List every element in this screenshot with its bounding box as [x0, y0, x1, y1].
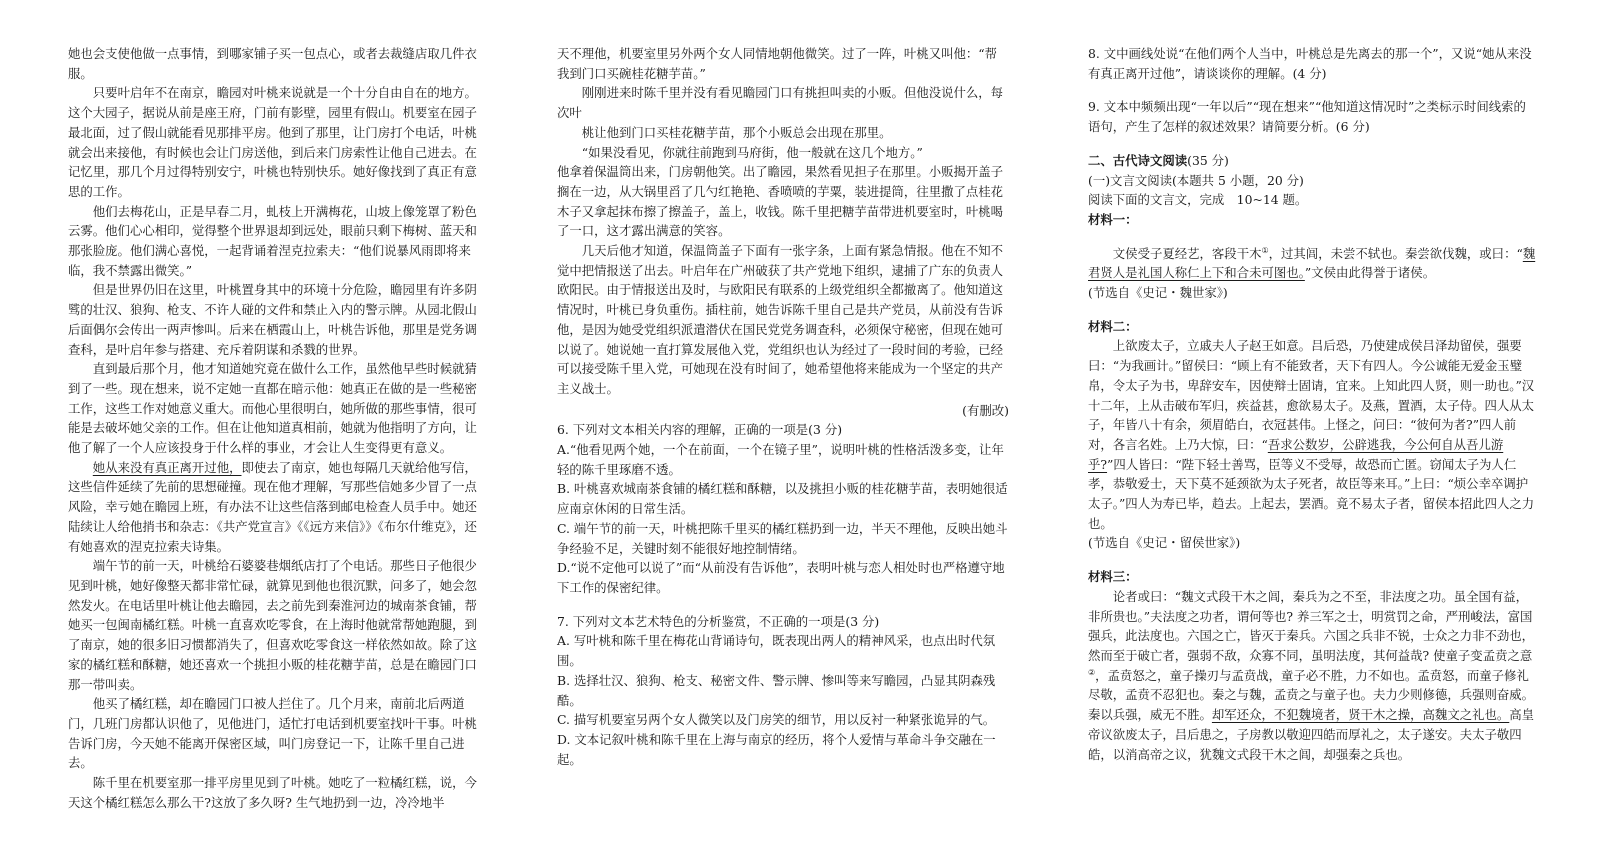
instruction: 阅读下面的文言文，完成 10~14 题。 [1088, 192, 1308, 208]
passage-paragraph: “如果没看见，你就往前跑到马府街，他一般就在这几个地方。” [581, 144, 923, 160]
reading-passage-column-1 [68, 44, 480, 812]
passage-paragraph: 刚刚进来时陈千里并没有看见瞻园门口有挑担叫卖的小贩。但他没说什么，每次叶 [557, 85, 1004, 121]
question-6-option-b: B. 叶桃喜欢城南茶食铺的橘红糕和酥糖，以及挑担小贩的桂花糖芋苗，表明她很适应南京休闲的日常生活。 [557, 481, 1008, 517]
footnote-marker: ① [1261, 245, 1269, 255]
question-7-option-d: D. 文本记叙叶桃和陈千里在上海与南京的经历，将个人爱情与革命斗争交融在一起。 [557, 731, 996, 767]
section-title: 二、古代诗文阅读 [1088, 152, 1188, 168]
text-run: ，过其闾，未尝不轼也。秦尝欲伐魏，或曰：“ [1268, 245, 1523, 261]
text-run: ，孟贲怒之，童子操刃与孟贲战，童子必不胜，力不如也。孟贲怒，而童子修礼尽敬，孟贲不忍犯也。秦之与魏，孟贲之与童子也。夫力少则修德，兵强则奋威。秦以兵强，威无不胜。 [1088, 667, 1535, 723]
text-run: 高皇帝议欲废太子，吕后患之，子房教以敬迎四皓而厚礼之，太子遂安。夫太子敬四皓，以消高帝之议，犹魏文式段干木之闾，却强秦之兵也。 [1088, 707, 1535, 762]
material-1-text [1088, 244, 1536, 283]
passage-paragraph: 陈千里在机要室那一排平房里见到了叶桃。她吃了一粒橘红糕，说，今天这个橘红糕怎么那么干?这放了多久呀? 生气地扔到一边，冷冷地半 [68, 775, 477, 810]
question-7-option-c: C. 描写机要室另两个女人微笑以及门房笑的细节，用以反衬一种紧张诡异的气。 [557, 712, 996, 728]
source-note: (有删改) [962, 402, 1009, 418]
subsection-heading: (一)文言文阅读(本题共 5 小题，20 分) [1088, 172, 1304, 188]
question-6-option-c: C. 端午节的前一天，叶桃把陈千里买的橘红糕扔到一边，半天不理他，反映出她斗争经验不足，关键时刻不能很好地控制情绪。 [557, 520, 1008, 556]
question-7-stem: 7. 下列对文本艺术特色的分析鉴赏，不正确的一项是(3 分) [557, 613, 880, 629]
passage-paragraph: 端午节的前一天，叶桃给石婆婆巷烟纸店打了个电话。那些日子他很少见到叶桃，她好像整天都非常忙碌，就算见到他也很沉默，问多了，她会忽然发火。在电话里叶桃让他去瞻园，去之前先到秦淮河边的城南茶食铺，帮她买一包闽南橘红糕。叶桃一直喜欢吃零食，在上海时他就常帮她跑腿，到了南京，她的很多旧习惯都消失了，但喜欢吃零食这一样依然如故。除了这家的橘红糕和酥糖，她还喜欢一个挑担小贩的桂花糖芋苗，总是在瞻园门口那一带叫卖。 [68, 558, 477, 692]
passage-paragraph: 桃让他到门口买桂花糖芋苗，那个小贩总会出现在那里。 [581, 124, 892, 140]
passage-paragraph [68, 458, 480, 557]
passage-paragraph: 她也会支使他做一点事情，到哪家铺子买一包点心，或者去裁缝店取几件衣服。 [68, 46, 477, 81]
question-6-stem: 6. 下列对文本相关内容的理解，正确的一项是(3 分) [557, 422, 843, 438]
material-1-title: 材料一： [1088, 211, 1138, 227]
question-7-option-a: A. 写叶桃和陈千里在梅花山背诵诗句，既表现出两人的精神风采，也点出时代氛围。 [557, 633, 996, 669]
question-6-option-a: A.“他看见两个她，一个在前面，一个在镜子里”，说明叶桃的性格活泼多变，让年轻的陈千里琢磨不透。 [557, 442, 1004, 477]
text-run: ”四人皆曰：“陛下轻士善骂，臣等义不受辱，故恐而亡匿。窃闻太子为人仁孝，恭敬爱士，天下莫不延颈欲为太子死者，故臣等来耳。”上曰：“烦公幸卒调护太子。”四人为寿已毕，趋去。上起去，罢酒。竟不易太子者，留侯本招此四人之力也。 [1088, 456, 1535, 531]
spacer [1088, 230, 1536, 244]
questions-column-3 [1088, 44, 1536, 764]
text-run: 上欲废太子，立戚夫人子赵王如意。吕后恐，乃使建成侯吕泽劫留侯，强要曰：“为我画计。”留侯曰：“顾上有不能致者，天下有四人。今公诚能无爱金玉璧帛，令太子为书，卑辞安车，因使辩士固请，宜来。上知此四人贤，则一助也。”汉十二年，上从击破布军归，疾益甚，愈欲易太子。及燕，置酒，太子侍。四人从太子，年皆八十有余，须眉皓白，衣冠甚伟。上怪之，问曰：“彼何为者?”四人前对，各言名姓。上乃大惊，曰：“ [1088, 338, 1535, 452]
spacer [557, 598, 1009, 612]
paragraph-text: 即使去了南京，她也每隔几天就给他写信，这些信件延续了先前的思想碰撞。现在他才理解，写那些信她多少冒了一点风险，幸亏她在瞻园上班，有办法不让这些信落到邮电检查人员手中。她还陆续让人给他捎书和杂志：《共产党宣言》《《远方来信》》《布尔什维克》，还有她喜欢的涅克拉索夫诗集。 [68, 459, 477, 554]
passage-paragraph: 天不理他，机要室里另外两个女人同情地朝他微笑。过了一阵，叶桃又叫他：“帮我到门口买碗桂花糖芋苗。” [557, 46, 998, 81]
passage-paragraph: 他买了橘红糕，却在瞻园门口被人拦住了。几个月来，南前北后两道门，几班门房都认识他了，见他进门，适忙打电话到机要室找叶干事。叶桃告诉门房，今天她不能离开保密区域，叫门房登记一下，让陈千里自己进去。 [68, 696, 477, 771]
material-3-text [1088, 587, 1536, 764]
question-6-option-d: D.“说不定他可以说了”而“从前没有告诉他”，表明叶桃与恋人相处时也严格遵守地下工作的保密纪律。 [557, 560, 1005, 595]
passage-paragraph: 他拿着保温筒出来，门房朝他笑。出了瞻园，果然看见担子在那里。小贩揭开盖子搁在一边，从大锅里舀了几勺红艳艳、香喷喷的芋粟，装进提筒，往里撒了点桂花木子又拿起抹布擦了擦盖子，盖上，收钱。陈千里把糖芋苗带进机要室时，叶桃喝了一口，这才露出满意的笑容。 [557, 164, 1004, 239]
passage-paragraph: 但是世界仍旧在这里，叶桃置身其中的环境十分危险，瞻园里有许多阴骘的壮汉、狼狗、枪支、不许人碰的文件和禁止入内的警示牌。从园北假山后面偶尔会传出一两声惨叫。后来在栖霞山上，叶桃告诉他，那里是党务调查科，是叶启年参与搭建、充斥着阴谋和杀戮的世界。 [68, 282, 477, 357]
passage-paragraph: 直到最后那个月，他才知道她究竟在做什么工作，虽然他早些时候就猜到了一些。现在想来，说不定她一直都在暗示他：她真正在做的是一些秘密工作，这些工作对她意义重大。而他心里很明白，她所做的那些事情，很可能是去破坏她父亲的工作。但在让他知道真相前，她就为他指明了方向，让他了解了一个人应该投身于什么样的事业，才会让人生变得更有意义。 [68, 361, 477, 456]
material-2-title: 材料二： [1088, 318, 1138, 334]
reading-passage-column-2 [557, 44, 1009, 769]
spacer [1088, 137, 1536, 151]
spacer [1088, 303, 1536, 317]
question-7-option-b: B. 选择壮汉、狼狗、枪支、秘密文件、警示牌、惨叫等来写瞻园，凸显其阴森残酷。 [557, 672, 996, 708]
underlined-sentence: 却军还众，不犯魏境者，贤干木之操，高魏文之礼也。 [1211, 707, 1510, 723]
underlined-sentence: 吾求公数岁，公辟逃我，今公何自从吾儿游乎? [1088, 436, 1504, 472]
passage-paragraph: 只要叶启年不在南京，瞻园对叶桃来说就是一个十分自由自在的地方。这个大园子，据说从前是座王府，门前有影壁，园里有假山。机要室在园子最北面，过了假山就能看见那排平房。他到了那里，让门房打个电话，叶桃就会出来接他，有时候也会让门房送他，到后来门房索性让他自己进去。在记忆里，那几个月过得特别安宁，叶桃也特别快乐。她好像找到了真正有意思的工作。 [68, 85, 477, 199]
section-heading [1088, 151, 1536, 171]
underlined-sentence: 魏君贤人是礼国人称仁上下和合未可图也。 [1088, 245, 1536, 281]
question-9: 9. 文本中频频出现“一年以后”“现在想来”“他知道这情况时”之类标示时间线索的语句，产生了怎样的叙述效果？请简要分析。(6 分) [1088, 99, 1526, 135]
passage-paragraph: 几天后他才知道，保温筒盖子下面有一张字条，上面有紧急情报。他在不知不觉中把情报送了出去。叶启年在广州破获了共产党地下组织，逮捕了广东的负责人欧阳民。由于情报送出及时，与欧阳民有联系的上级党组织全都撤离了。他知道这情况时，叶桃已身负重伤。插柱前，她告诉陈千里自己是共产党员，从前没有告诉他，是因为她受党组织派遣潜伏在国民党党务调查科，必须保守秘密，但现在她可以说了。她说她一直打算发展他入党，党组织也认为经过了一段时间的考验，已经可以接受陈千里入党，可她现在没有时间了，她希望他将来能成为一个坚定的共产主义战士。 [557, 243, 1004, 396]
footnote-marker: ② [1088, 667, 1096, 677]
material-2-text [1088, 336, 1536, 533]
passage-paragraph: 他们去梅花山，正是早春二月，虬枝上开满梅花，山坡上像笼罩了粉色云雾。他们心心相印，觉得整个世界退却到远处，眼前只剩下梅树、蓝天和那张脸庞。他们满心喜悦，一起背诵着涅克拉索夫：“他们说暴风雨即将来临，我不禁露出微笑。” [68, 203, 477, 278]
material-3-title: 材料三： [1088, 569, 1138, 585]
question-8: 8. 文中画线处说“在他们两个人当中，叶桃总是先离去的那一个”，又说“她从来没有真正离开过他”，请谈谈你的理解。(4 分) [1088, 46, 1532, 81]
spacer [1088, 83, 1536, 97]
section-points: (35 分) [1187, 152, 1229, 168]
material-1-source: (节选自《史记・魏世家》) [1088, 285, 1228, 301]
spacer [1088, 553, 1536, 567]
text-run: 论者或曰：“魏文式段干木之闾，秦兵为之不至，非法度之功。虽全国有益，非所贵也。”夫法度之功者，谓何等也? 养三军之士，明赏罚之命，严刑峻法，富国强兵，此法度也。六国之亡，皆灭于秦兵。六国之兵非不锐，士众之力非不劲也，然而至于破亡者，强弱不敌，众寡不同，虽明法度，其何益哉? 使童子变孟贲之意 [1088, 588, 1535, 663]
material-2-source: (节选自《史记・留侯世家》) [1088, 535, 1241, 551]
underlined-sentence: 她从来没有真正离开过他， [92, 459, 242, 475]
text-run: ”文侯由此得誉于诸侯。 [1304, 265, 1436, 281]
text-run: 文侯受子夏经艺，客段干木 [1112, 245, 1262, 261]
